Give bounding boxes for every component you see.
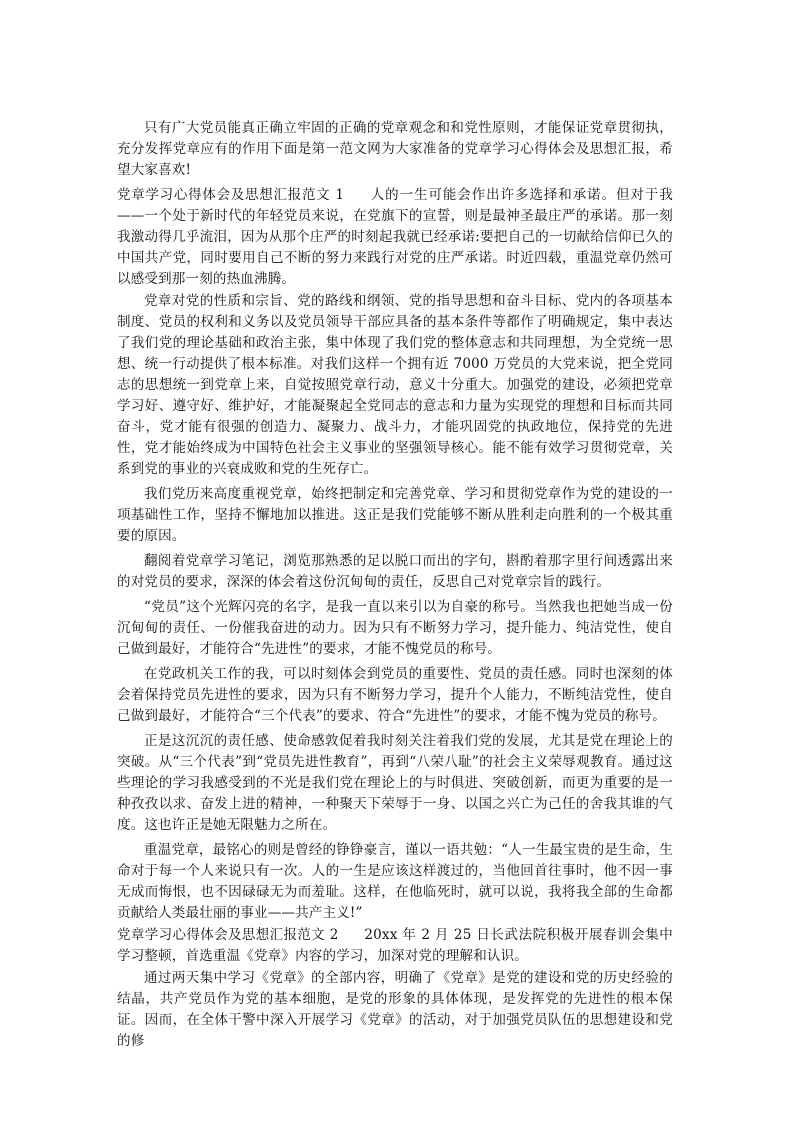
paragraph-7: 正是这沉沉的责任感、使命感敦促着我时刻关注着我们党的发展，尤其是党在理论上的突破。从“三个代表”到“党员先进性教育”，再到“八荣八耻”的社会主义荣辱观教育。通过这些理论的学习我感受到的不光是我们党在理论上的与时俱进、突破创新，而更为重要的是一种孜孜以求、奋发上进的精神，一种聚天下荣辱于一身、以国之兴亡为己任的舍我其谁的气度。这也许正是她无限魅力之所在。 — [117, 733, 673, 833]
paragraph-6: 在党政机关工作的我，可以时刻体会到党员的重要性、党员的责任感。同时也深刻的体会着保持党员先进性的要求，因为只有不断努力学习，提升个人能力，不断纯洁党性，使自己做到最好，才能符合“三个代表”的要求、符合“先进性”的要求，才能不愧为党员的称号。 — [117, 666, 673, 724]
paragraph-8: 重温党章，最铭心的则是曾经的铮铮豪言，谨以一语共勉：“人一生最宝贵的是生命，生命对于每一个人来说只有一次。人的一生是应该这样渡过的，当他回首往事时，他不因一事无成而悔恨，也不因碌碌无为而羞耻。这样，在他临死时，就可以说，我将我全部的生命都贡献给人类最壮丽的事业——共产主义!” — [117, 842, 673, 921]
paragraph-9: 通过两天集中学习《党章》的全部内容，明确了《党章》是党的建设和党的历史经验的结晶，共产党员作为党的基本细胞，是党的形象的具体体现，是发挥党的先进性的根本保证。因而，在全体干警中深入开展学习《党章》的活动，对于加强党员队伍的思想建设和党的修 — [117, 970, 673, 1049]
section-2-lead: 20xx 年 2 月 25 日长武法院积极开展春训会集中学习整顿，首选重温《党章》内容的学习，加深对党的理解和认识。 — [117, 927, 673, 964]
section-1-title: 党章学习心得体会及思想汇报范文 1 — [117, 187, 345, 203]
paragraph-2: 党章对党的性质和宗旨、党的路线和纲领、党的指导思想和奋斗目标、党内的各项基本制度、党员的权利和义务以及党员领导干部应具备的基本条件等都作了明确规定，集中表达了我们党的理论基础和政治主张，集中体现了我们党的整体意志和共同理想，为全党统一思想、统一行动提供了根本标准。对我们这样一个拥有近 7000 万党员的大党来说，把全党同志的思想统一到党章上来，自觉按照党章行动，意义十分重大。加强党的建设，必须把党章学习好、遵守好、维护好，才能凝聚起全党同志的意志和力量为实现党的理想和目标而共同奋斗，党才能有很强的创造力、凝聚力、战斗力，才能巩固党的执政地位，保持党的先进性，党才能始终成为中国特色社会主义事业的坚强领导核心。能不能有效学习贯彻党章，关系到党的事业的兴衰成败和党的生死存亡。 — [117, 293, 673, 477]
section-1-lead: 人的一生可能会作出许多选择和承诺。但对于我——一个处于新时代的年轻党员来说，在党旗下的宣誓，则是最神圣最庄严的承诺。那一刻我激动得几乎流泪，因为从那个庄严的时刻起我就已经承诺:要把自己的一切献给信仰已久的中国共产党，同时要用自己不断的努力来践行对党的庄严承诺。时近四载，重温党章仍然可以感受到那一刻的热血沸腾。 — [117, 187, 673, 287]
section-2-title: 党章学习心得体会及思想汇报范文 2 — [117, 927, 339, 943]
section-1-opening — [117, 185, 673, 290]
intro-paragraph: 只有广大党员能真正确立牢固的正确的党章观念和和党性原则，才能保证党章贯彻执，充分发挥党章应有的作用下面是第一范文网为大家准备的党章学习心得体会及思想汇报，希望大家喜欢! — [117, 120, 673, 178]
paragraph-5: “党员”这个光辉闪亮的名字，是我一直以来引以为自豪的称号。当然我也把她当成一份沉甸甸的责任、一份催我奋进的动力。因为只有不断努力学习，提升能力、纯洁党性，使自己做到最好，才能符合“先进性”的要求，才能不愧党员的称号。 — [117, 599, 673, 657]
document-page — [117, 118, 673, 1056]
paragraph-3: 我们党历来高度重视党章，始终把制定和完善党章、学习和贯彻党章作为党的建设的一项基础性工作，坚持不懈地加以推进。这正是我们党能够不断从胜利走向胜利的一个极其重要的原因。 — [117, 486, 673, 544]
section-2-opening — [117, 925, 673, 967]
paragraph-4: 翻阅着党章学习笔记，浏览那熟悉的足以脱口而出的字句，斟酌着那字里行间透露出来的对党员的要求，深深的体会着这份沉甸甸的责任，反思自己对党章宗旨的践行。 — [117, 553, 673, 590]
